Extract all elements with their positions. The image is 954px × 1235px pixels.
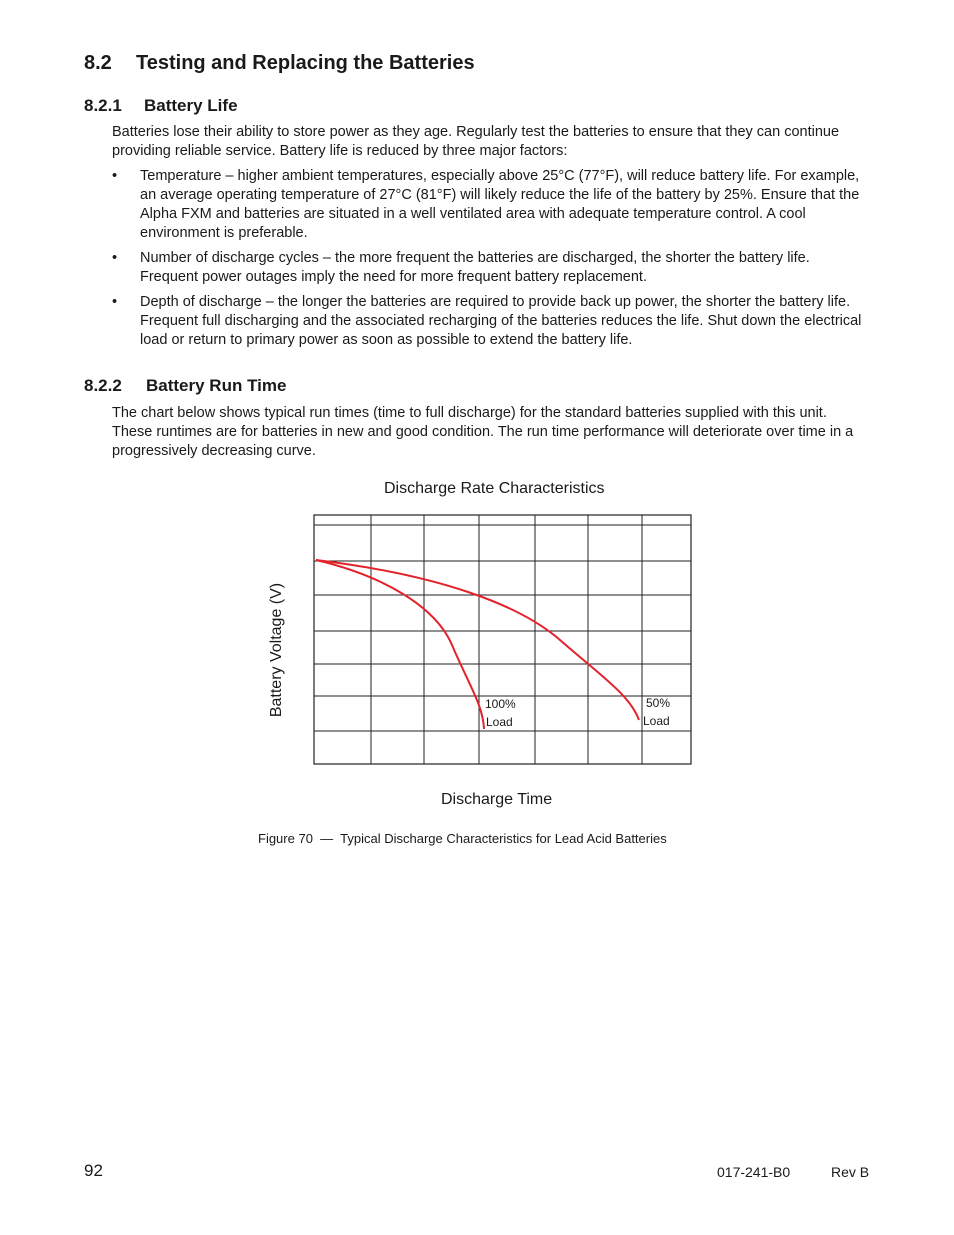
list-item-text: Temperature – higher ambient temperatures, especially above 25°C (77°F), will reduce battery life. For example, an average operating temperature of 27°C (81°F) will likely reduce the life of the battery by 25%. Ensure that the Alpha FXM and batteries are situated in a well ventilated area with adequate temperature control. A cool environment is preferable. [140,168,860,241]
series-label-50-load-line1: 50% [646,696,671,710]
y-axis-label: Battery Voltage (V) [268,582,285,718]
chart-title: Discharge Rate Characteristics [384,480,605,497]
series-line-100-load [316,560,484,729]
bullet-dot: • [112,168,118,184]
subsection-number: 8.2.1 [84,96,122,115]
bullet-dot: • [112,250,118,266]
discharge-chart [300,505,700,775]
subsection-heading-battery-run-time [84,376,286,396]
document-id: 017-241-B0 [717,1164,791,1180]
battery-run-time-intro: The chart below shows typical run times (time to full discharge) for the standard batteries supplied with this unit. These runtimes are for batteries in new and good condition. The run time performance will deteriorate over time in a progressively decreasing curve. [112,405,854,459]
x-axis-label: Discharge Time [441,791,553,808]
list-item-text: Depth of discharge – the longer the batteries are required to provide back up power, the shorter the battery life. Frequent full discharging and the associated recharging of the batteries reduces the life. Shut down the electrical load or return to primary power as soon as possible to extend the battery life. [140,294,862,348]
bullet-dot: • [112,294,118,310]
series-label-100-load-line1: 100% [485,697,516,711]
list-item [112,167,870,243]
section-title: Testing and Replacing the Batteries [136,52,475,74]
revision: Rev B [831,1164,870,1180]
series-label-100-load-line2: Load [486,715,513,729]
list-item [112,249,870,287]
list-item [112,293,870,350]
battery-life-intro: Batteries lose their ability to store power as they age. Regularly test the batteries to ensure that they can continue providing reliable service. Battery life is reduced by three major factors: [112,124,840,159]
subsection-number: 8.2.2 [84,376,122,395]
list-item-text: Number of discharge cycles – the more frequent the batteries are discharged, the shorter the battery life. Frequent power outages imply the need for more frequent battery replacement. [140,250,810,285]
figure-caption: Figure 70 — Typical Discharge Characteristics for Lead Acid Batteries [258,831,667,846]
series-label-50-load-line2: Load [643,714,670,728]
subsection-heading-battery-life [84,96,238,116]
subsection-title: Battery Run Time [146,376,287,395]
section-heading [84,52,475,75]
section-number: 8.2 [84,52,112,74]
subsection-title: Battery Life [144,96,238,115]
page-number: 92 [84,1161,103,1180]
battery-life-factor-list [112,167,870,350]
